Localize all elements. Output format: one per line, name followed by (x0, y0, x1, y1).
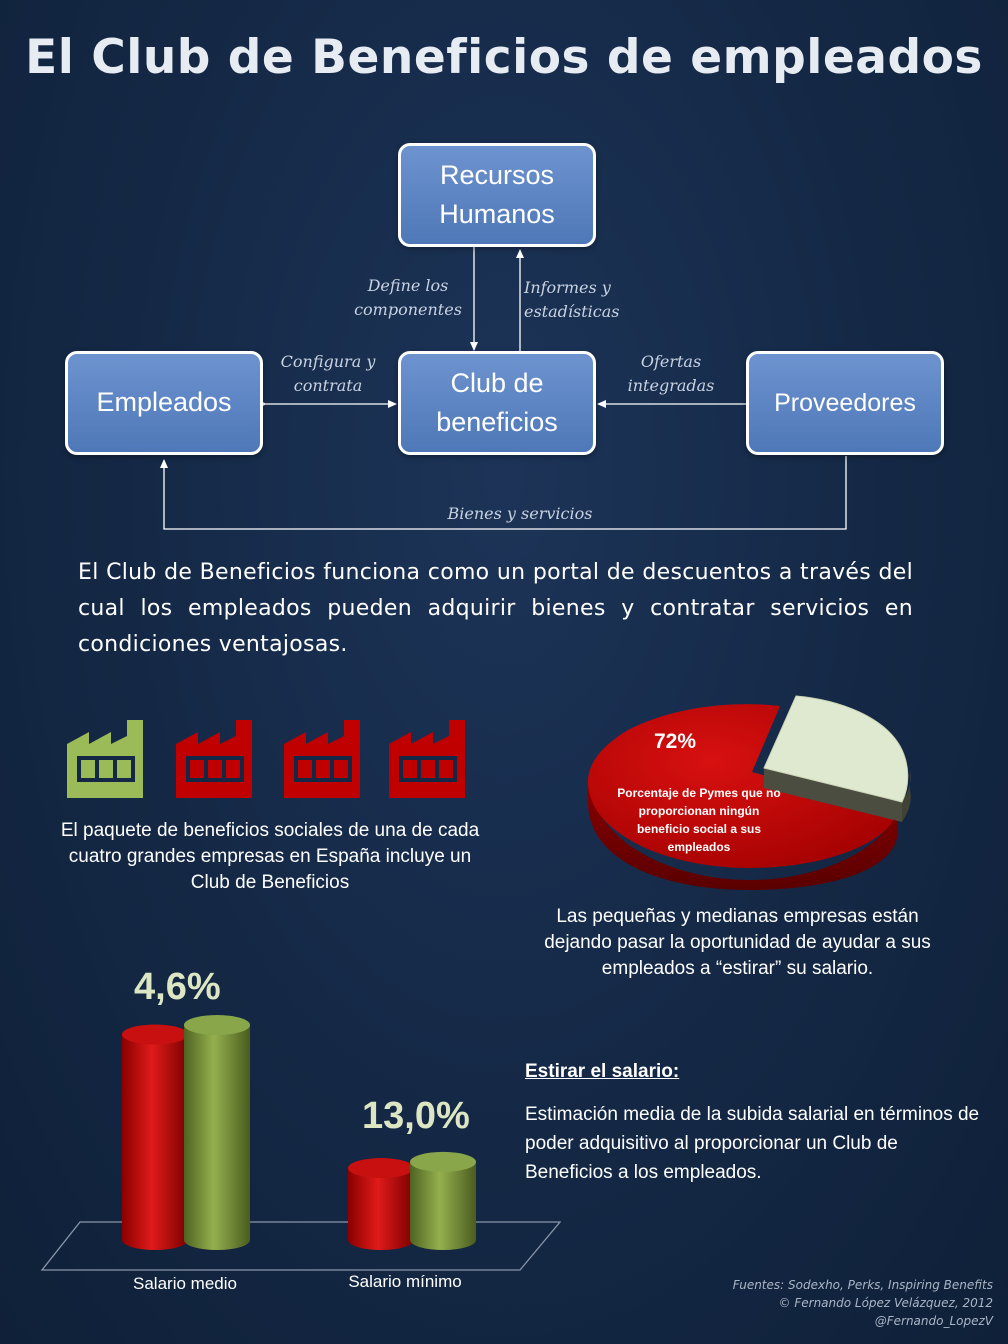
label-goods-services: Bienes y servicios (447, 504, 593, 523)
intro-paragraph: El Club de Beneficios funciona como un portal de descuentos a través del cual los empleados pueden adquirir bienes y contratar servicios en condiciones ventajosas. (78, 560, 913, 657)
box-providers: Proveedores (746, 351, 944, 455)
stretch-description: Estimación media de la subida salarial en términos de poder adquisitivo al proporcionar un Club de Beneficios a los empleados. (525, 1104, 980, 1183)
bar-annotation-average: 4,6% (134, 966, 221, 1008)
bar-salario-medio-series-1 (122, 1034, 188, 1250)
factory-icon (280, 716, 370, 798)
box-employees: Empleados (65, 351, 263, 455)
page-title: El Club de Beneficios de empleados (25, 30, 983, 85)
bar-top-1-series-2 (184, 1015, 250, 1035)
factory-icon (63, 716, 153, 798)
chart-floor (42, 1222, 560, 1270)
box-human-resources: Recursos Humanos (398, 143, 596, 247)
salary-bar-chart (30, 1000, 570, 1280)
pie-percent-label: 72% (653, 730, 697, 753)
pie-note: Porcentaje de Pymes que no proporcionan ningún beneficio social a sus empleados (617, 786, 781, 854)
twitter-handle: @Fernando_LopezV (874, 1314, 993, 1328)
factories-caption: El paquete de beneficios sociales de una de cada cuatro grandes empresas en España incluye un Club de Beneficios (60, 820, 480, 893)
box-benefits-club: Club de beneficios (398, 351, 596, 455)
factory-icon (385, 716, 475, 798)
label-integrated-offers: Ofertas integradas (627, 352, 715, 395)
stretch-heading: Estirar el salario: (525, 1061, 680, 1082)
sources-credits (733, 1276, 993, 1330)
flow-connectors (0, 0, 1008, 560)
sources-line: Fuentes: Sodexho, Perks, Inspiring Benefits (732, 1278, 993, 1292)
label-configure-contract: Configura y contrata (280, 352, 376, 395)
label-define-components: Define los componentes (354, 276, 462, 319)
bar-category-minimum: Salario mínimo (348, 1272, 462, 1291)
copyright-line: © Fernando López Velázquez, 2012 (778, 1296, 993, 1310)
bar-top-2-series-1 (348, 1158, 414, 1178)
bar-top-1-series-1 (122, 1024, 188, 1044)
bar-category-average: Salario medio (133, 1274, 237, 1293)
bar-top-2-series-2 (410, 1152, 476, 1172)
pie-caption: Las pequeñas y medianas empresas están dejando pasar la oportunidad de ayudar a sus empleados a “estirar” su salario. (544, 906, 931, 979)
bar-salario-mínimo-series-1 (348, 1168, 414, 1250)
bar-salario-mínimo-series-2 (410, 1162, 476, 1250)
bar-annotation-minimum: 13,0% (362, 1095, 470, 1137)
factory-icon (172, 716, 262, 798)
bar-salario-medio-series-2 (184, 1025, 250, 1250)
label-reports-statistics: Informes y estadísticas (524, 278, 620, 321)
